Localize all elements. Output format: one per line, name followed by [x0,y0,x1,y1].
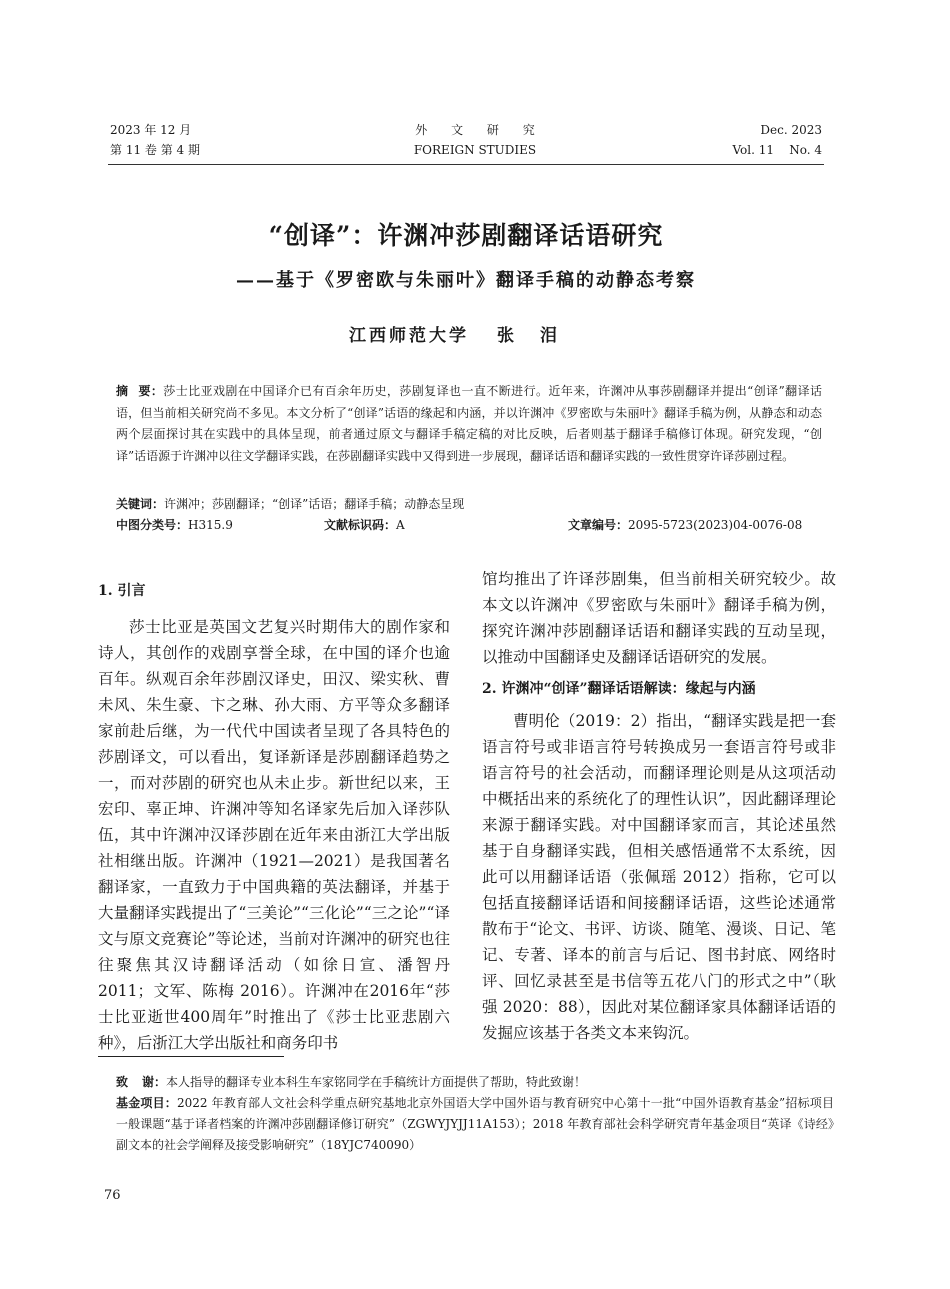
body-column-left [98,578,450,1056]
body-paragraph: 曹明伦（2019：2）指出，“翻译实践是把一套语言符号或非语言符号转换成另一套语言符号或非语言符号的社会活动，而翻译理论则是从这项活动中概括出来的系统化了的理性认识”，因此翻译理论来源于翻译实践。对中国翻译家而言，其论述虽然基于自身翻译实践，但相关感悟通常不太系统，因此可以用翻译话语（张佩瑶 2012）指称，它可以包括直接翻译话语和间接翻译话语，这些论述通常散布于“论文、书评、访谈、随笔、漫谈、日记、笔记、专著、译本的前言与后记、图书封底、网络时评、回忆录甚至是书信等五花八门的形式之中”（耿强 2020：88），因此对某位翻译家具体翻译话语的发掘应该基于各类文本来钩沉。 [482,712,836,1042]
header-date-cn: 2023 年 12 月 [110,123,192,137]
header-center [375,120,575,160]
journal-name-cn: 外 文 研 究 [415,123,545,137]
article-number: 文章编号：2095-5723(2023)04-0076-08 [568,518,803,532]
funding [116,1093,834,1156]
doc-code: 文献标识码：A [324,518,405,532]
header-volume-cn: 第 11 卷 第 4 期 [110,143,200,157]
header-date-en: Dec. 2023 [760,123,822,137]
abstract-text: 莎士比亚戏剧在中国译介已有百余年历史，莎剧复译也一直不断进行。近年来，许渊冲从事莎剧翻译并提出“创译”翻译话语，但当前相关研究尚不多见。本文分析了“创译”话语的缘起和内涵，并以许渊冲《罗密欧与朱丽叶》翻译手稿为例，从静态和动态两个层面探讨其在实践中的具体呈现，前者通过原文与翻译手稿定稿的对比反映，后者则基于翻译手稿修订体现。研究发现，“创译”话语源于许渊冲以往文学翻译实践，在莎剧翻译实践中又得到进一步展现，翻译话语和翻译实践的一致性贯穿许译莎剧过程。 [116,384,822,463]
funding-label: 基金项目： [116,1096,177,1110]
header-rule [108,164,824,165]
keywords [116,494,822,515]
acknowledgement-label: 致谢： [116,1075,167,1089]
author-name: 张泪 [497,326,583,346]
acknowledgement-text: 本人指导的翻译专业本科生车家铭同学在手稿统计方面提供了帮助，特此致谢！ [166,1075,587,1089]
abstract-label: 摘要： [116,384,164,398]
footnotes [116,1072,834,1156]
body-column-right [482,566,836,1046]
acknowledgement [116,1072,834,1093]
page-number: 76 [104,1188,121,1203]
article-title: “创译”：许渊冲莎剧翻译话语研究 [268,221,664,250]
affiliation: 江西师范大学 [349,326,469,346]
abstract [116,381,822,467]
clc-number: 中图分类号：H315.9 [116,518,233,532]
section-heading-intro: 1. 引言 [98,583,146,599]
article-subtitle: ——基于《罗密欧与朱丽叶》翻译手稿的动静态考察 [236,270,696,291]
body-paragraph-continued: 馆均推出了许译莎剧集，但当前相关研究较少。故本文以许渊冲《罗密欧与朱丽叶》翻译手稿为例，探究许渊冲莎剧翻译话语和翻译实践的互动呈现，以推动中国翻译史及翻译话语研究的发展。 [482,570,836,666]
author-line [108,322,824,350]
section-heading-2: 2. 许渊冲“创译”翻译话语解读：缘起与内涵 [482,681,756,697]
footnote-rule [98,1056,284,1057]
keywords-text: 许渊冲；莎剧翻译；“创译”话语；翻译手稿；动静态呈现 [164,497,465,511]
header-left [110,120,310,160]
keywords-label: 关键词： [116,497,165,511]
body-paragraph: 莎士比亚是英国文艺复兴时期伟大的剧作家和诗人，其创作的戏剧享誉全球，在中国的译介也逾百年。纵观百余年莎剧汉译史，田汉、梁实秋、曹未风、朱生豪、卞之琳、孙大雨、方平等众多翻译家前赴后继，为一代代中国读者呈现了各具特色的莎剧译文，可以看出，复译新译是莎剧翻译趋势之一，而对莎剧的研究也从未止步。新世纪以来，王宏印、辜正坤、许渊冲等知名译家先后加入译莎队伍，其中许渊冲汉译莎剧在近年来由浙江大学出版社相继出版。许渊冲（1921—2021）是我国著名翻译家，一直致力于中国典籍的英法翻译，并基于大量翻译实践提出了“三美论”“三化论”“三之论”“译文与原文竞赛论”等论述，当前对许渊冲的研究也往往聚焦其汉诗翻译活动（如徐日宣、潘智丹 2011；文军、陈梅 2016）。许渊冲在2016年“莎士比亚逝世400周年”时推出了《莎士比亚悲剧六种》，后浙江大学出版社和商务印书 [98,618,450,1052]
header-right [620,120,822,160]
header-volume-en: Vol. 11 No. 4 [732,143,822,157]
journal-name-en: FOREIGN STUDIES [413,143,537,157]
funding-text: 2022 年教育部人文社会科学重点研究基地北京外国语大学中国外语与教育研究中心第十一批“中国外语教育基金”招标项目一般课题“基于译者档案的许渊冲莎剧翻译修订研究”（ZGWYJYJJ11A153）；2018 年教育部社会科学研究青年基金项目“英译《诗经》副文本的社会学阐释及接受影响研究”（18YJC740090） [116,1096,834,1152]
